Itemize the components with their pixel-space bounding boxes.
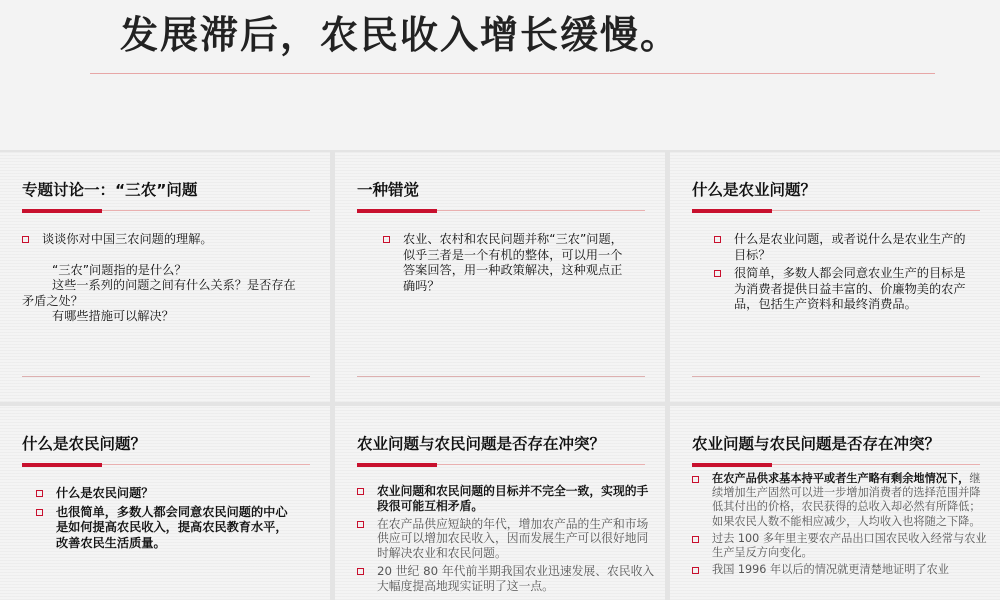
square-bullet-icon	[36, 490, 43, 497]
slide-2-bottom-rule	[357, 376, 645, 377]
slide-3-bullet-2	[714, 266, 972, 313]
page-title: 发展滞后，农民收入增长缓慢。	[120, 13, 681, 57]
slide-6-accent-bar	[692, 463, 772, 467]
bullet-text: 过去 100 多年里主要农产品出口国农民收入经常与农业生产呈反方向变化。	[712, 531, 987, 560]
square-bullet-icon	[357, 568, 364, 575]
square-bullet-icon	[357, 488, 364, 495]
slide-1-line-1: “三农”问题指的是什么？	[52, 262, 187, 277]
bullet-text: 我国 1996 年以后的情况就更清楚地证明了农业	[712, 563, 949, 577]
slide-3-title: 什么是农业问题？	[692, 181, 817, 199]
square-bullet-icon	[692, 476, 699, 483]
square-bullet-icon	[692, 567, 699, 574]
bullet-text: 很简单，多数人都会同意农业生产的目标是为消费者提供日益丰富的、价廉物美的农产品，包括生产资料和最终消费品。	[734, 266, 966, 312]
square-bullet-icon	[357, 521, 364, 528]
slide-4-title: 什么是农民问题？	[22, 435, 147, 453]
slide-1-title: 专题讨论一：“三农”问题	[22, 181, 198, 199]
slide-thumbnail-2[interactable]	[335, 152, 665, 402]
square-bullet-icon	[22, 236, 29, 243]
slide-5-body	[357, 484, 655, 597]
slide-6-bullet-1	[692, 472, 990, 529]
bullet-text: 在农产品供求基本持平或者生产略有剩余地情况下，继续增加生产固然可以进一步增加消费者的选择范围并降低其付出的价格，农民获得的总收入却必然有所降低；如果农民人数不能相应减少，人均收入也将随之下降。	[712, 472, 981, 528]
slide-4-bullet-2	[36, 505, 294, 552]
slide-3-bullet-1	[714, 232, 972, 263]
slide-3-bottom-rule	[692, 376, 980, 377]
title-band	[0, 0, 1000, 150]
bullet-text: 谈谈你对中国三农问题的理解。	[42, 232, 213, 246]
square-bullet-icon	[714, 270, 721, 277]
slide-2-body	[383, 232, 625, 297]
square-bullet-icon	[692, 536, 699, 543]
slide-1-line-3: 矛盾之处？	[22, 293, 83, 308]
slide-4-body	[36, 486, 294, 554]
slide-4-accent-bar	[22, 463, 102, 467]
slide-3-accent-bar	[692, 209, 772, 213]
slide-6-title: 农业问题与农民问题是否存在冲突？	[692, 435, 941, 453]
slide-thumbnail-6[interactable]	[670, 406, 1000, 600]
slide-thumbnail-3[interactable]	[670, 152, 1000, 402]
slide-5-accent-bar	[357, 463, 437, 467]
slide-5-bullet-3	[357, 564, 655, 594]
slide-thumbnail-4[interactable]	[0, 406, 330, 600]
slide-5-title: 农业问题与农民问题是否存在冲突？	[357, 435, 606, 453]
slide-1-accent-bar	[22, 209, 102, 213]
slide-5-bullet-2	[357, 517, 655, 561]
slide-1-bullet-1	[22, 232, 314, 248]
bullet-text: 也很简单，多数人都会同意农民问题的中心是如何提高农民收入，提高农民教育水平，改善农民生活质量。	[56, 504, 288, 550]
bullet-text: 什么是农业问题，或者说什么是农业生产的目标？	[734, 232, 966, 262]
slide-1-body	[22, 232, 314, 325]
slide-1-line-4: 有哪些措施可以解决？	[52, 309, 174, 324]
slide-grid	[0, 152, 1000, 600]
bullet-text: 在农产品供应短缺的年代，增加农产品的生产和市场供应可以增加农民收入，因而发展生产可以很好地同时解决农业和农民问题。	[377, 516, 649, 561]
square-bullet-icon	[714, 236, 721, 243]
slide-1-line-2: 这些一系列的问题之间有什么关系？是否存在	[52, 278, 296, 293]
slide-5-bullet-1	[357, 484, 655, 514]
bullet-text: 农业、农村和农民问题并称“三农”问题，似乎三者是一个有机的整体，可以用一个答案回答，用一种政策解决，这种观点正确吗？	[403, 232, 623, 293]
bullet-text: 农业问题和农民问题的目标并不完全一致，实现的手段很可能互相矛盾。	[377, 484, 649, 513]
slide-1-bottom-rule	[22, 376, 310, 377]
slide-6-bullet-3	[692, 563, 990, 577]
slide-thumbnail-5[interactable]	[335, 406, 665, 600]
title-divider	[90, 73, 935, 74]
slide-6-bullet-2	[692, 532, 990, 560]
slide-6-body	[692, 472, 990, 580]
slide-3-body	[714, 232, 972, 316]
slide-4-bullet-1	[36, 486, 294, 502]
bullet-text: 什么是农民问题？	[56, 486, 154, 500]
slide-2-accent-bar	[357, 209, 437, 213]
bullet-text: 20 世纪 80 年代前半期我国农业迅速发展、农民收入大幅度提高地现实证明了这一点。	[377, 563, 655, 593]
slide-thumbnail-1[interactable]	[0, 152, 330, 402]
slide-2-title: 一种错觉	[357, 181, 420, 199]
slide-2-bullet-1	[383, 232, 625, 294]
square-bullet-icon	[36, 509, 43, 516]
square-bullet-icon	[383, 236, 390, 243]
